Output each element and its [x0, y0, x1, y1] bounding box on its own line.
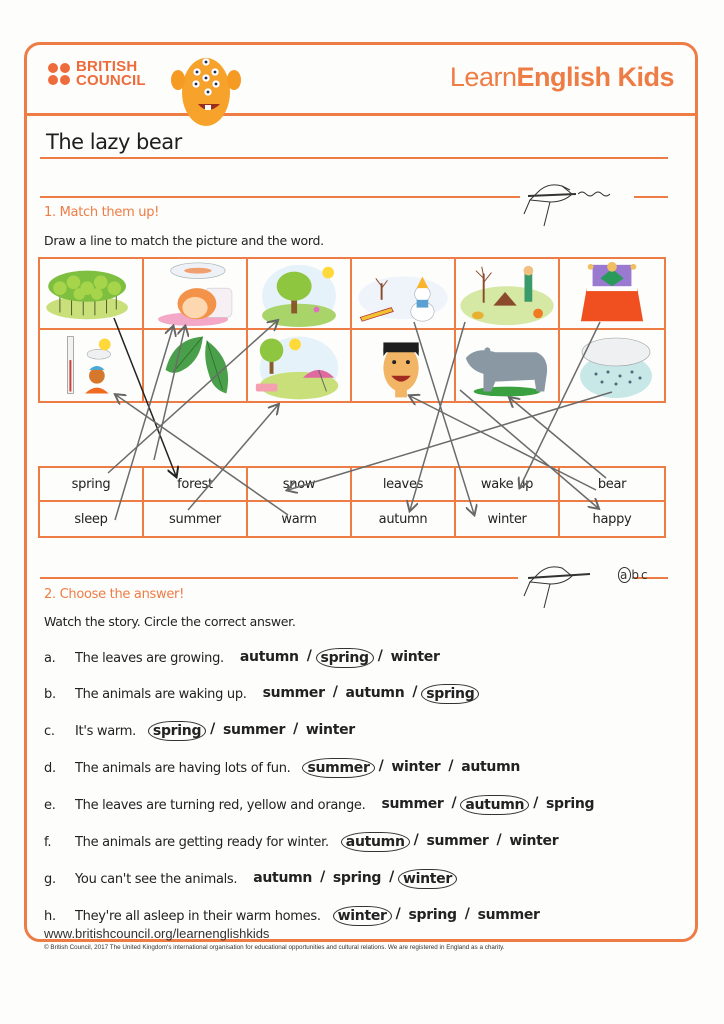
answer-option[interactable]: summer [381, 796, 444, 812]
question-row [44, 721, 359, 741]
option-separator: / [332, 684, 338, 700]
option-separator: / [389, 869, 394, 885]
abc-b: b [631, 568, 641, 582]
question-letter: c. [44, 723, 55, 739]
answer-option-circled[interactable]: winter [333, 906, 392, 926]
summer-beach-picture-icon [248, 330, 350, 401]
question-text: It's warm. [75, 723, 136, 739]
question-text: You can't see the animals. [75, 871, 238, 887]
option-separator: / [412, 684, 418, 700]
spring-tree-picture-icon [248, 259, 350, 328]
warm-thermometer-picture-icon [40, 330, 142, 401]
option-separator: / [451, 795, 457, 811]
picture-snowman[interactable] [352, 259, 456, 330]
answer-option-circled[interactable]: spring [148, 721, 206, 741]
drawing-hand-icon [520, 180, 630, 228]
option-separator: / [306, 648, 312, 664]
happy-face-picture-icon [352, 330, 454, 401]
section1-instruction: Draw a line to match the picture and the word. [44, 233, 324, 248]
question-letter: h. [44, 908, 56, 924]
answer-option[interactable]: summer [223, 722, 286, 738]
answer-option[interactable]: winter [391, 759, 441, 775]
snow-cloud-picture-icon [560, 330, 664, 401]
writing-hand-icon [520, 562, 620, 610]
section2-heading: 2. Choose the answer! [44, 587, 184, 602]
bear-picture-icon [456, 330, 558, 401]
option-separator: / [320, 869, 325, 885]
learnenglish-kids-logo [450, 62, 674, 93]
answer-option[interactable]: summer [477, 907, 540, 923]
answer-options [333, 906, 544, 926]
answer-option[interactable]: spring [546, 796, 595, 812]
answer-option[interactable]: winter [509, 833, 559, 849]
picture-grid [38, 257, 666, 403]
answer-options [148, 721, 359, 741]
header-divider [24, 113, 698, 116]
question-letter: f. [44, 834, 52, 850]
question-row [44, 869, 457, 889]
word-cell[interactable]: forest [144, 468, 248, 502]
word-cell[interactable]: wake up [456, 468, 560, 502]
answer-option[interactable]: autumn [253, 870, 313, 886]
question-row [44, 906, 544, 926]
answer-options [236, 648, 444, 668]
answer-option[interactable]: summer [262, 685, 325, 701]
page-title: The lazy bear [46, 130, 182, 154]
answer-option-circled[interactable]: summer [302, 758, 374, 778]
section1-heading: 1. Match them up! [44, 205, 160, 220]
answer-options [377, 795, 598, 815]
picture-summer-beach[interactable] [248, 330, 352, 401]
question-text: The leaves are turning red, yellow and orange. [75, 797, 366, 813]
question-text: The animals are having lots of fun. [75, 760, 291, 776]
title-underline [40, 157, 668, 159]
word-grid [38, 466, 666, 538]
answer-option-circled[interactable]: winter [398, 869, 457, 889]
question-row [44, 758, 524, 778]
sleeping-girl-picture-icon [144, 259, 246, 328]
question-text: They're all asleep in their warm homes. [75, 908, 321, 924]
question-letter: a. [44, 650, 56, 666]
picture-wake-up[interactable] [560, 259, 664, 330]
option-separator: / [293, 721, 298, 737]
word-cell[interactable]: autumn [352, 502, 456, 536]
answer-option[interactable]: spring [408, 907, 457, 923]
british-council-dots-icon [48, 63, 70, 85]
picture-bear[interactable] [456, 330, 560, 401]
option-separator: / [210, 721, 215, 737]
answer-options [249, 869, 457, 889]
brand-line1: BRITISH [76, 58, 138, 75]
option-separator: / [448, 758, 454, 774]
answer-option[interactable]: winter [305, 722, 355, 738]
answer-option-circled[interactable]: autumn [341, 832, 410, 852]
answer-option-circled[interactable]: autumn [460, 795, 529, 815]
section1-rule-left [40, 196, 520, 198]
autumn-scarecrow-picture-icon [456, 259, 558, 328]
question-text: The animals are getting ready for winter. [75, 834, 329, 850]
word-cell[interactable]: sleep [40, 502, 144, 536]
picture-sleeping-girl[interactable] [144, 259, 248, 330]
question-letter: b. [44, 686, 56, 702]
option-separator: / [413, 832, 419, 848]
option-separator: / [395, 906, 401, 922]
picture-spring-tree[interactable] [248, 259, 352, 330]
word-cell[interactable]: summer [144, 502, 248, 536]
section2-instruction: Watch the story. Circle the correct answer. [44, 614, 296, 629]
picture-happy-face[interactable] [352, 330, 456, 401]
question-text: The animals are waking up. [75, 686, 247, 702]
brand-line2: COUNCIL [76, 72, 146, 89]
abc-c: c [640, 568, 650, 582]
picture-warm-thermometer[interactable] [40, 330, 144, 401]
answer-option-circled[interactable]: spring [316, 648, 374, 668]
question-row [44, 648, 444, 668]
snowman-winter-picture-icon [352, 259, 454, 328]
wake-up-picture-icon [560, 259, 664, 328]
picture-snow-cloud[interactable] [560, 330, 664, 401]
answer-option-circled[interactable]: spring [421, 684, 479, 704]
monster-mascot-icon [168, 50, 244, 130]
word-cell[interactable]: happy [592, 511, 632, 527]
question-letter: g. [44, 871, 56, 887]
answer-option[interactable]: autumn [461, 759, 521, 775]
abc-choices [618, 568, 650, 582]
answer-option[interactable]: winter [390, 649, 440, 665]
british-council-logo [48, 60, 146, 88]
question-letter: d. [44, 760, 56, 776]
logo-english-kids: English Kids [516, 62, 674, 92]
question-row [44, 795, 598, 815]
question-letter: e. [44, 797, 56, 813]
forest-picture-icon [40, 259, 142, 328]
picture-leaves[interactable] [144, 330, 248, 401]
option-separator: / [496, 832, 502, 848]
answer-option[interactable]: autumn [239, 649, 299, 665]
picture-forest[interactable] [40, 259, 144, 330]
question-row [44, 684, 479, 704]
word-cell[interactable]: leaves [352, 468, 456, 502]
footer-copyright: © British Council, 2017 The United Kingdom's international organisation for educational opportunities and cultural relations. We are registered in England as a charity. [44, 944, 505, 951]
answer-option[interactable]: spring [332, 870, 382, 886]
word-cell[interactable]: warm [248, 502, 352, 536]
option-separator: / [377, 648, 383, 664]
section1-rule-right [634, 196, 668, 198]
logo-learn: Learn [449, 62, 517, 92]
word-cell[interactable]: spring [40, 468, 144, 502]
word-cell[interactable]: winter [456, 502, 560, 536]
option-separator: / [533, 795, 539, 811]
answer-options [341, 832, 563, 852]
word-cell[interactable]: bear [560, 468, 664, 502]
option-separator: / [464, 906, 470, 922]
leaves-picture-icon [144, 330, 246, 401]
picture-scarecrow-autumn[interactable] [456, 259, 560, 330]
footer-url[interactable]: www.britishcouncil.org/learnenglishkids [44, 926, 270, 941]
answer-options [259, 684, 480, 704]
question-text: The leaves are growing. [75, 650, 224, 666]
answer-options [302, 758, 524, 778]
option-separator: / [378, 758, 384, 774]
abc-a: a [620, 568, 630, 582]
question-row [44, 832, 562, 852]
word-cell[interactable]: snow [248, 468, 352, 502]
answer-option[interactable]: summer [426, 833, 489, 849]
section2-rule-left [40, 577, 518, 579]
answer-option[interactable]: autumn [345, 685, 405, 701]
